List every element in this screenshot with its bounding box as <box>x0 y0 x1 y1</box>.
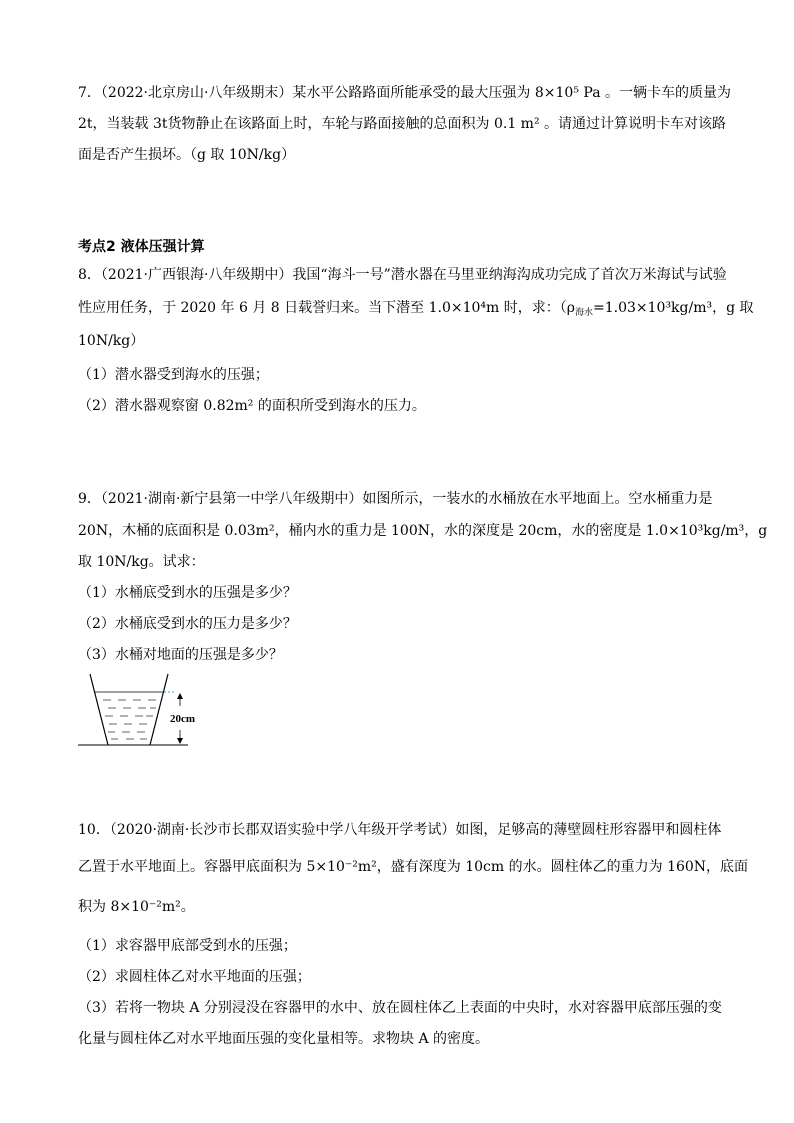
q7-line-2: 2t，当装载 3t货物静止在该路面上时，车轮与路面接触的总面积为 0.1 m² 。请通过计算说明卡车对该路 <box>78 116 727 132</box>
dim-arrowhead-up <box>177 693 183 699</box>
depth-label: 20cm <box>170 713 196 725</box>
q10-line-1: 10．（2020·湖南·长沙市长郡双语实验中学八年级开学考试）如图，足够高的薄壁圆柱形容器甲和圆柱体 <box>78 822 722 838</box>
section-heading: 考点2 液体压强计算 <box>78 239 205 255</box>
bucket-right-wall <box>150 674 168 745</box>
q8-rho-subscript: 海水 <box>574 308 593 318</box>
q9-part-2: （2）水桶底受到水的压力是多少？ <box>78 616 297 632</box>
q8-line-2-b: =1.03×10³kg/m³，g 取 <box>593 300 754 316</box>
q8-part-1: （1）潜水器受到海水的压强； <box>78 367 269 383</box>
q10-part-2: （2）求圆柱体乙对水平地面的压强； <box>78 969 311 985</box>
q10-line-3: 积为 8×10⁻²m²。 <box>78 899 195 915</box>
q9-line-2: 20N，木桶的底面积是 0.03m²，桶内水的重力是 100N，水的深度是 20cm，水的密度是 1.0×10³kg/m³，g <box>78 523 768 539</box>
q10-line-2: 乙置于水平地面上。容器甲底面积为 5×10⁻²m²，盛有深度为 10cm 的水。圆柱体乙的重力为 160N，底面 <box>78 859 749 875</box>
q8-line-2 <box>78 298 754 323</box>
water-hatching <box>103 700 156 739</box>
q10-part-3-cont: 化量与圆柱体乙对水平地面压强的变化量相等。求物块 A 的密度。 <box>78 1031 490 1047</box>
dim-arrowhead-down <box>177 738 183 744</box>
q9-line-1: 9．（2021·湖南·新宁县第一中学八年级期中）如图所示，一装水的水桶放在水平地面上。空水桶重力是 <box>78 491 713 507</box>
q9-part-3: （3）水桶对地面的压强是多少？ <box>78 647 283 663</box>
q8-part-2: （2）潜水器观察窗 0.82m² 的面积所受到海水的压力。 <box>78 398 426 414</box>
q10-part-3: （3）若将一物块 A 分别浸没在容器甲的水中、放在圆柱体乙上表面的中央时，水对容器甲底部压强的变 <box>78 1000 722 1016</box>
bucket-diagram <box>78 672 198 752</box>
q9-line-3: 取 10N/kg。试求： <box>78 554 205 570</box>
q10-part-1: （1）求容器甲底部受到水的压强； <box>78 938 297 954</box>
q8-line-2-a: 性应用任务，于 2020 年 6 月 8 日载誉归来。当下潜至 1.0×10⁴m 时，求：（ρ <box>78 300 575 316</box>
bucket-left-wall <box>90 674 108 745</box>
q9-part-1: （1）水桶底受到水的压强是多少？ <box>78 585 297 601</box>
q8-line-3: 10N/kg） <box>78 333 145 349</box>
q7-line-3: 面是否产生损坏。（g 取 10N/kg） <box>78 147 296 163</box>
q8-line-1: 8．（2021·广西银海·八年级期中）我国“海斗一号”潜水器在马里亚纳海沟成功完成了首次万米海试与试验 <box>78 267 727 283</box>
q7-line-1: 7．（2022·北京房山·八年级期末）某水平公路路面所能承受的最大压强为 8×10⁵ Pa 。一辆卡车的质量为 <box>78 85 731 101</box>
